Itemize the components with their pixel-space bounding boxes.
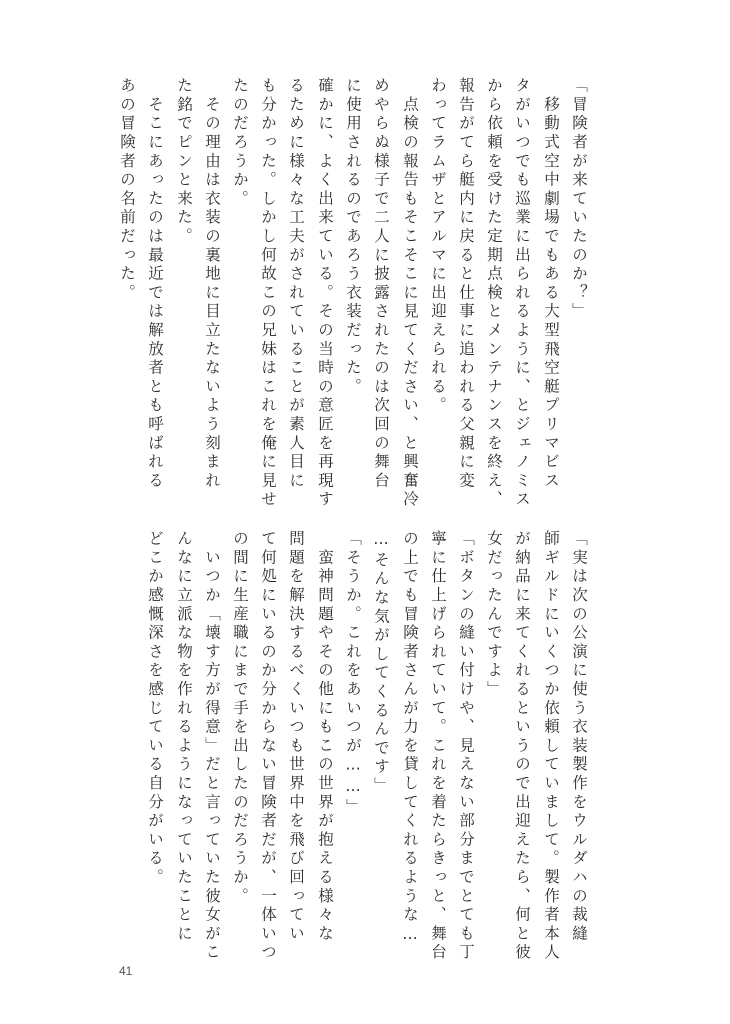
text-line: 「ボタンの縫い付けや、見えない部分までとても丁 — [457, 530, 475, 963]
text-line: んなに立派な物を作れるようになっていたことに — [175, 530, 193, 944]
text-line: 点検の報告もそこそこに見てください、と興奮冷 — [401, 77, 419, 510]
text-line: るために様々な工夫がされていることが素人目に — [287, 77, 305, 491]
text-line: 「実は次の公演に使う衣装製作をウルダハの裁縫 — [570, 530, 588, 944]
text-line: その理由は衣装の裏地に目立たないよう刻まれ — [203, 77, 221, 491]
text-line: が納品に来てくれるというので出迎えたら、何と彼 — [513, 530, 531, 963]
text-line: 師ギルドにいくつか依頼していまして。製作者本人 — [542, 530, 560, 963]
text-line: めやらぬ様子で二人に披露されたのは次回の舞台 — [372, 77, 390, 491]
text-line: そこにあったのは最近では解放者とも呼ばれる — [146, 77, 164, 491]
text-line: に使用されるのであろう衣装だった。 — [344, 77, 362, 397]
text-line: 蛮神問題やその他にもこの世界が抱える様々な — [316, 530, 334, 944]
text-line: 「冒険者が来ていたのか？」 — [570, 77, 588, 322]
text-line: あの冒険者の名前だった。 — [118, 77, 136, 303]
text-line: の上でも冒険者さんが力を貸してくれるような… — [401, 530, 419, 947]
text-line: たのだろうか。 — [231, 77, 249, 209]
text-line: た銘でピンと来た。 — [175, 77, 193, 247]
text-line: 移動式空中劇場でもある大型飛空艇プリマビス — [542, 77, 560, 491]
text-line: 確かに、よく出来ている。その当時の意匠を再現す — [316, 77, 334, 510]
text-line: わってラムザとアルマに出迎えられる。 — [429, 77, 447, 416]
text-line: から依頼を受けた定期点検とメンテナンスを終え、 — [485, 77, 503, 510]
page-number: 41 — [119, 964, 133, 978]
text-line: …そんな気がしてくるんです」 — [372, 530, 390, 796]
text-line: も分かった。しかし何故この兄妹はこれを俺に見せ — [259, 77, 277, 510]
text-line: 「そうか。これをあいつが……」 — [344, 530, 362, 817]
text-line: 問題を解決するべくいつも世界中を飛び回ってい — [287, 530, 305, 944]
text-line: タがいつでも巡業に出られるように、とジェノミス — [513, 77, 531, 510]
text-line: どこか感慨深さを感じている自分がいる。 — [146, 530, 164, 888]
text-line: て何処にいるのか分からない冒険者だが、一体いつ — [259, 530, 277, 963]
text-line: 女だったんですよ」 — [485, 530, 503, 700]
text-line: の間に生産職にまで手を出したのだろうか。 — [231, 530, 249, 906]
text-line: いつか「壊す方が得意」だと言っていた彼女がこ — [203, 530, 221, 963]
text-line: 報告がてら艇内に戻ると仕事に追われる父親に変 — [457, 77, 475, 491]
text-line: 寧に仕上げられていて。これを着たらきっと、舞台 — [429, 530, 447, 963]
